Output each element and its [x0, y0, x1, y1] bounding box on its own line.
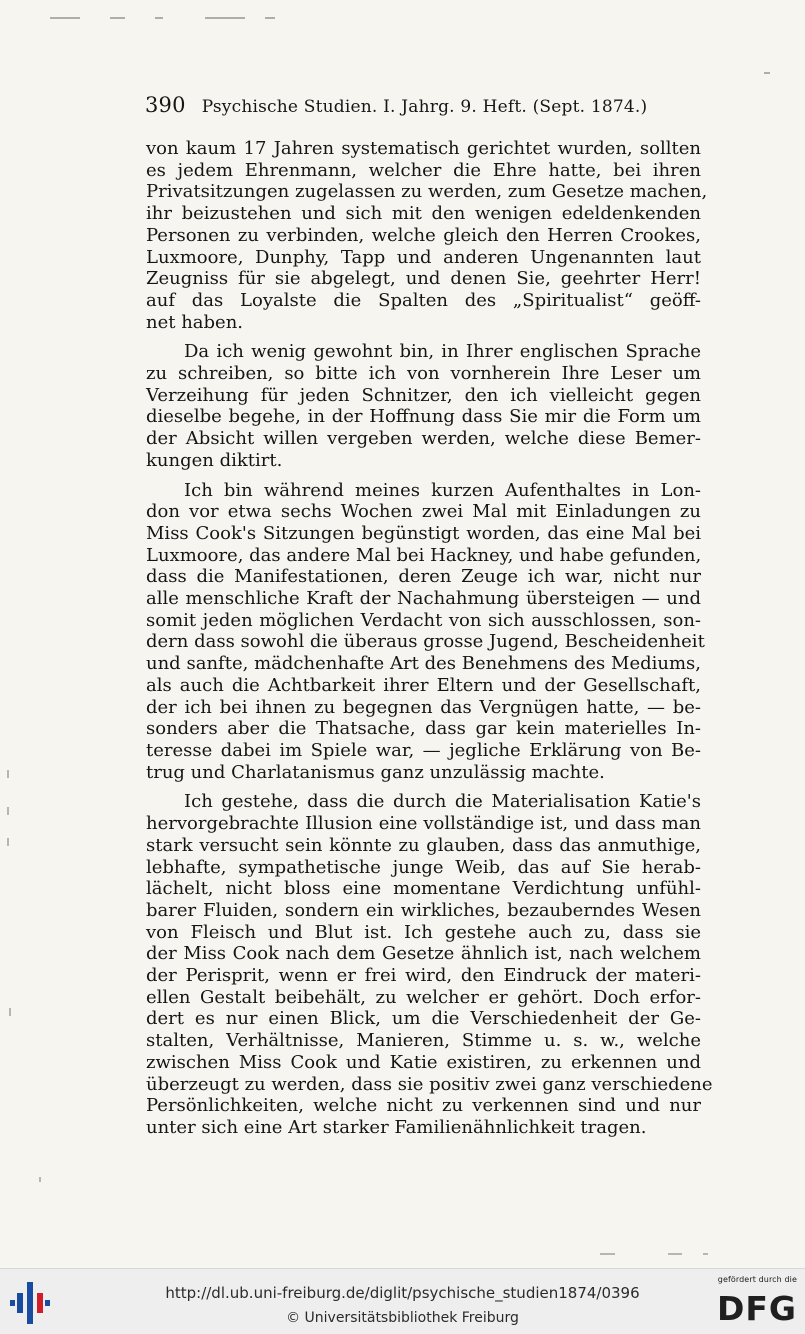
- text-line: Ich bin während meines kurzen Aufenthaltes in Lon-: [184, 479, 701, 501]
- text-line: auf das Loyalste die Spalten des „Spiritualist“ geöff-: [146, 289, 701, 311]
- text-line: überzeugt zu werden, dass sie positiv zwei ganz verschiedene: [146, 1073, 713, 1095]
- text-line: Luxmoore, das andere Mal bei Hackney, und habe gefunden,: [146, 544, 702, 566]
- source-url: http://dl.ub.uni-freiburg.de/diglit/psychische_studien1874/0396: [165, 1284, 640, 1302]
- text-line: ihr beizustehen und sich mit den wenigen edeldenkenden: [146, 203, 701, 225]
- text-line: der Miss Cook nach dem Gesetze ähnlich ist, nach welchem: [146, 943, 701, 965]
- text-line: Da ich wenig gewohnt bin, in Ihrer englischen Sprache: [184, 341, 701, 363]
- dfg-wordmark: DFG: [716, 1289, 797, 1328]
- page-number: 390: [145, 93, 186, 117]
- text-line: hervorgebrachte Illusion eine vollständige ist, und dass man: [146, 813, 701, 835]
- text-line: dass die Manifestationen, deren Zeuge ich war, nicht nur: [146, 566, 701, 588]
- text-line: lebhafte, sympathetische junge Weib, das auf Sie herab-: [146, 856, 701, 878]
- viewer-footer: [0, 1268, 805, 1334]
- text-line: es jedem Ehrenmann, welcher die Ehre hatte, bei ihren: [146, 159, 701, 181]
- text-line: lächelt, nicht bloss eine momentane Verdichtung unfühl-: [146, 878, 701, 900]
- text-line: unter sich eine Art starker Familienähnlichkeit tragen.: [146, 1116, 647, 1138]
- text-line: der ich bei ihnen zu begegnen das Vergnügen hatte, — be-: [146, 696, 701, 718]
- text-line: ellen Gestalt beibehält, zu welcher er gehört. Doch erfor-: [146, 986, 701, 1008]
- paragraph-4: [146, 791, 713, 1138]
- text-line: der Absicht willen vergeben werden, welche diese Bemer-: [146, 428, 701, 450]
- text-line: Privatsitzungen zugelassen zu werden, zum Gesetze machen,: [146, 181, 708, 203]
- text-line: trug und Charlatanismus ganz unzulässig machte.: [146, 761, 605, 783]
- dfg-logo-icon: [694, 1275, 797, 1329]
- paragraph-2: [146, 341, 701, 471]
- text-line: Miss Cook's Sitzungen begünstigt worden, das eine Mal bei: [146, 522, 701, 544]
- text-line: als auch die Achtbarkeit ihrer Eltern und der Gesellschaft,: [146, 674, 701, 696]
- dfg-funding-label: gefördert durch die: [717, 1275, 797, 1284]
- page-header: [145, 93, 725, 117]
- paragraph-1: [146, 138, 708, 333]
- text-line: von Fleisch und Blut ist. Ich gestehe auch zu, dass sie: [146, 921, 701, 943]
- copyright-notice: © Universitätsbibliothek Freiburg: [286, 1310, 519, 1326]
- text-line: Personen zu verbinden, welche gleich den Herren Crookes,: [146, 224, 701, 246]
- text-line: stalten, Verhältnisse, Manieren, Stimme u. s. w., welche: [146, 1030, 701, 1052]
- text-line: zu schreiben, so bitte ich von vornherein Ihre Leser um: [146, 363, 701, 385]
- text-line: Zeugniss für sie abgelegt, und denen Sie, geehrter Herr!: [146, 268, 701, 290]
- text-line: der Perisprit, wenn er frei wird, den Eindruck der materi-: [146, 965, 701, 987]
- running-head: Psychische Studien. I. Jahrg. 9. Heft. (Sept. 1874.): [201, 97, 648, 117]
- article-text: [146, 138, 713, 1147]
- text-line: alle menschliche Kraft der Nachahmung übersteigen — und: [146, 588, 701, 610]
- text-line: don vor etwa sechs Wochen zwei Mal mit Einladungen zu: [146, 501, 701, 523]
- text-line: dern dass sowohl die überaus grosse Jugend, Bescheidenheit: [146, 631, 705, 653]
- text-line: kungen diktirt.: [146, 449, 283, 471]
- text-line: stark versucht sein könnte zu glauben, dass das anmuthige,: [146, 834, 701, 856]
- text-line: Persönlichkeiten, welche nicht zu verkennen sind und nur: [146, 1095, 701, 1117]
- text-line: teresse dabei im Spiele war, — jegliche Erklärung von Be-: [146, 739, 701, 761]
- text-line: barer Fluiden, sondern ein wirkliches, bezauberndes Wesen: [146, 899, 701, 921]
- text-line: Verzeihung für jeden Schnitzer, den ich vielleicht gegen: [146, 384, 701, 406]
- text-line: Ich gestehe, dass die durch die Materialisation Katie's: [184, 791, 701, 813]
- text-line: sonders aber die Thatsache, dass gar kein materielles In-: [146, 718, 701, 740]
- paragraph-3: [146, 479, 705, 784]
- text-line: dieselbe begehe, in der Hoffnung dass Sie mir die Form um: [146, 406, 701, 428]
- text-line: von kaum 17 Jahren systematisch gerichtet wurden, sollten: [146, 138, 701, 159]
- text-line: net haben.: [146, 311, 244, 333]
- text-line: zwischen Miss Cook und Katie existiren, zu erkennen und: [146, 1051, 701, 1073]
- text-line: somit jeden möglichen Verdacht von sich ausschlossen, son-: [146, 609, 701, 631]
- text-line: und sanfte, mädchenhafte Art des Benehmens des Mediums,: [146, 653, 701, 675]
- text-line: dert es nur einen Blick, um die Verschiedenheit der Ge-: [146, 1008, 701, 1030]
- text-line: Luxmoore, Dunphy, Tapp und anderen Ungenannten laut: [146, 246, 701, 268]
